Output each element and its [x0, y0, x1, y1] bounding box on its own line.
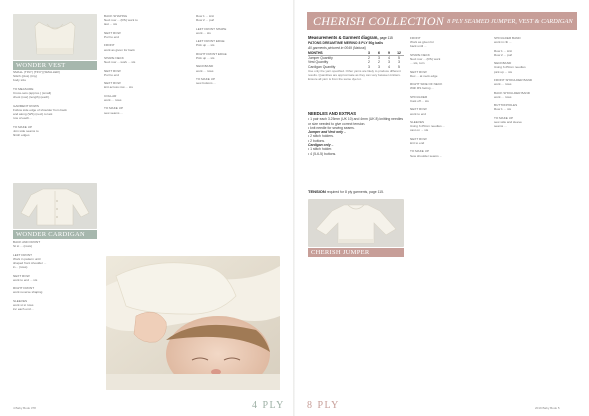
collection-title: CHERISH COLLECTION: [313, 13, 445, 28]
yarn-line: PATONS DREAMTIME MERINO 8 PLY 50g balls: [308, 41, 383, 46]
table-cell: 3: [368, 64, 370, 69]
table-cell: 5: [398, 56, 400, 61]
needles-item-text: 2 buttons.: [310, 138, 326, 143]
needles-item-text: 2 stitch holders.: [310, 134, 334, 139]
vest-caption: WONDER VEST: [13, 61, 97, 70]
jumper-vest-label: Jumper and Vest only –: [308, 130, 346, 135]
cardigan-photo: [13, 183, 97, 229]
quantity-table: [308, 51, 404, 69]
collection-subtitle: 8 PLY SEAMED JUMPER, VEST & CARDIGAN: [447, 17, 573, 25]
table-cell: 2: [378, 60, 380, 65]
cardigan-label: Cardigan only –: [308, 143, 334, 148]
measurements-page-ref: page 115: [379, 36, 393, 40]
left-column-2: BACK SHAPING Next row ... (RS) work to last ... sts NEXT ROW Purl to end FRONT work as given for back SHAPE NECK Next row ... work ... sts NEXT ROW Purl to end NEXT ROW knit across row ... sts COLLAR work ... rows TO MAKE UP sew seams ...: [104, 14, 138, 115]
tension-text: required for 8 ply garments, page 115.: [326, 190, 384, 194]
table-header-cell: 12: [394, 51, 404, 56]
table-header-cell: 6: [374, 51, 384, 56]
cardigan-caption: WONDER CARDIGAN: [13, 230, 97, 239]
table-cell: 4: [388, 64, 390, 69]
table-header-cell: 3: [364, 51, 374, 56]
table-cell: 3: [398, 60, 400, 65]
table-cell: 3: [378, 64, 380, 69]
right-column-3: SHOULDER BAND work in rib ... Row 1 ... knit Row 2 ... purl NECKBAND Using 3.25mm needles pick up ... sts FRONT SHOULDER BAND work ... rows BACK SHOULDER BAND work ... rows BUTTONHOLES Row 1 ... sts TO MAKE UP sew side and sleeve seams ...: [494, 36, 533, 129]
table-header-cell: MONTHS: [308, 51, 364, 56]
measurements-block: [308, 36, 404, 81]
left-column-1-top: SMALL (TINY) [TINY] [SMALLER] Stitch (plus) (tiny) body size TO MEASURE Cross-sets (approx.) (small) chest (row) (length) (each) GARMENT ROWS Follow side edge of shoulder from back and along (WS) (next) to last row of each... TO MAKE UP Join side seams to finish edges: [13, 70, 67, 138]
table-cell: 5: [398, 64, 400, 69]
needles-item-text: 1 pair each 3.25mm (UK 10) and 4mm (UK 8) knitting needles or size needed to give correct tension.: [308, 117, 404, 126]
left-column-3: Row 1 ... knit Row 2 ... purl LEFT FRONT SHAPE work ... sts LEFT FRONT EDGE Pick up ... sts RIGHT FRONT EDGE Pick up ... sts NECKBAND work ... rows TO MAKE UP sew buttons ...: [196, 14, 227, 86]
table-cell: Vest Quantity: [308, 60, 329, 65]
left-ply-label: 4 PLY: [252, 400, 285, 411]
table-header-cell: 9: [384, 51, 394, 56]
baby-photo: [106, 256, 280, 390]
table-cell: Jumper Quantity: [308, 56, 333, 61]
needles-item-text: 4 (5-6-5) buttons.: [310, 151, 337, 156]
right-ply-label: 8 PLY: [307, 400, 340, 411]
collection-banner: [307, 12, 577, 30]
table-cell: 3: [388, 60, 390, 65]
table-cell: 2: [368, 60, 370, 65]
jumper-photo: [308, 199, 404, 247]
needles-item: • 2 stitch holders.: [308, 134, 334, 139]
right-folio: 2019 Baby Book 5: [535, 406, 560, 410]
table-cell: 3: [378, 56, 380, 61]
needles-item: • 1 pair each 3.25mm (UK 10) and 4mm (UK 8) knitting needles or size needed to give correct tension.: [308, 117, 404, 126]
needles-item: • 4 (5-6-5) buttons.: [308, 151, 337, 156]
yarn-substitution-note: Use only the yarn specified. Other yarns are likely to produce different results. Quantities are approximate as they can vary between knitters. Ensure all yarn is from the same dye lot.: [308, 69, 401, 81]
right-column-2: FRONT Work as given for back until ... SHAPE NECK Next row ... (RS) work ... sts, turn NEXT ROW Dec ... at neck edge RIGHT SIDE OF NECK With RS facing ... SHOULDER Cast off ... sts NEXT ROW work to end SLEEVES Using 3.25mm needles ... cast on ... sts NEXT ROW knit to end TO MAKE UP Sew shoulder seams ...: [410, 36, 446, 158]
jumper-caption: CHERISH JUMPER: [308, 248, 404, 257]
left-column-1-bottom: BACK AND FRONT St st ... (rows) LEFT FRONT Work in pattern until shaped front shoulder ... in... (rows) NEXT ROW work to end ... sts RIGHT FRONT work reverse shaping SLEEVES work st st rows inc each end ...: [13, 240, 47, 312]
needles-item: • knit needle for sewing seams.: [308, 125, 355, 130]
needles-heading: NEEDLES AND EXTRAS: [308, 111, 357, 116]
vest-photo: [13, 14, 97, 60]
tension-line: [308, 189, 384, 194]
needles-item: • 1 stitch holder.: [308, 147, 333, 152]
needles-item-text: 1 stitch holder.: [310, 147, 333, 152]
table-cell: 4: [388, 56, 390, 61]
left-page: [0, 0, 294, 416]
measurements-heading: Measurements & Garment diagram,: [308, 35, 379, 40]
tension-label: TENSION: [308, 189, 326, 194]
needles-block: [308, 112, 404, 156]
left-folio: 4 Baby Book 378: [13, 406, 36, 410]
table-cell: 2: [368, 56, 370, 61]
needles-item-text: knit needle for sewing seams.: [310, 125, 355, 130]
yarn-note: All garments pictured in 0049 (Natural): [308, 45, 367, 50]
table-cell: Cardigan Quantity: [308, 64, 336, 69]
needles-item: • 2 buttons.: [308, 138, 326, 143]
